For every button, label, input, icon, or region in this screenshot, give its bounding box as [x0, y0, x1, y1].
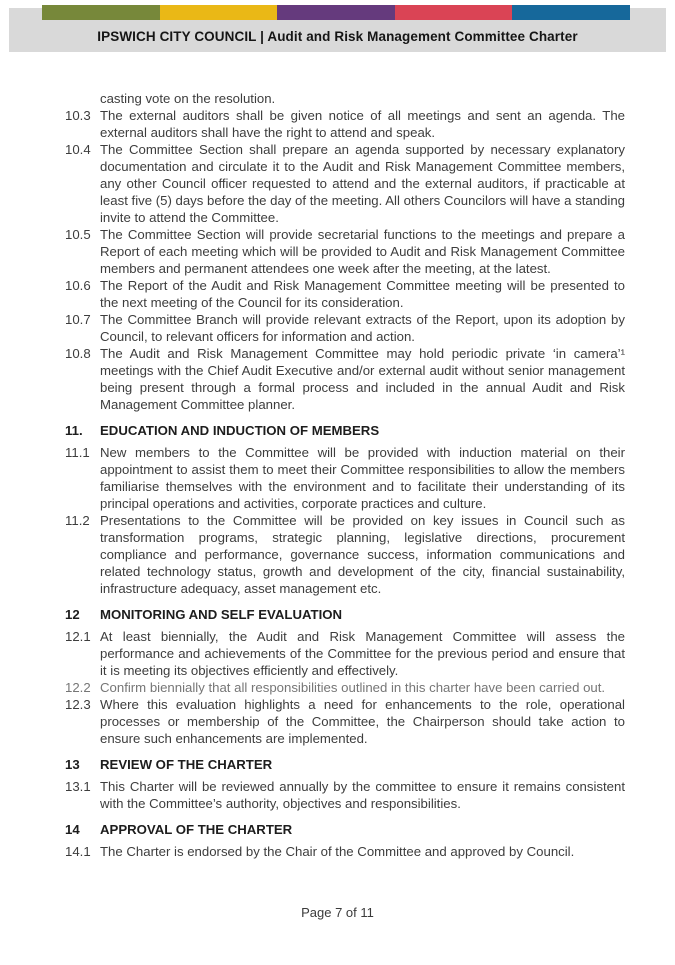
doc-item-11.2: [65, 512, 625, 597]
doc-item-13.1: [65, 778, 625, 812]
item-text: This Charter will be reviewed annually by the committee to ensure it remains consistent with the Committee’s authority, objectives and responsibilities.: [100, 779, 625, 811]
item-text: The Report of the Audit and Risk Management Committee meeting will be presented to the next meeting of the Council for its consideration.: [100, 278, 625, 310]
item-number: 10.7: [65, 312, 91, 327]
doc-heading-11: [65, 422, 625, 439]
bar-segment-3: [277, 5, 395, 20]
doc-item-12.1: [65, 628, 625, 679]
doc-item-14.1: [65, 843, 625, 860]
doc-item-10.7: [65, 311, 625, 345]
doc-item-10.5: [65, 226, 625, 277]
item-number: 10.4: [65, 142, 91, 157]
item-number: 10.5: [65, 227, 91, 242]
doc-item-11.1: [65, 444, 625, 512]
item-number: 12.1: [65, 629, 91, 644]
item-number: 12: [65, 607, 80, 622]
item-text: Confirm biennially that all responsibilities outlined in this charter have been carried out.: [100, 680, 606, 695]
item-text: The Charter is endorsed by the Chair of the Committee and approved by Council.: [100, 844, 575, 859]
item-number: 12.3: [65, 697, 91, 712]
item-number: 14.1: [65, 844, 91, 859]
item-number: 12.2: [65, 680, 91, 695]
item-number: 10.8: [65, 346, 91, 361]
item-number: [65, 90, 100, 107]
item-text: casting vote on the resolution.: [100, 91, 276, 106]
item-text: The external auditors shall be given notice of all meetings and sent an agenda. The external auditors shall have the right to attend and speak.: [100, 108, 625, 140]
item-number: 14: [65, 822, 80, 837]
header-color-bar: [42, 5, 630, 20]
heading-text: MONITORING AND SELF EVALUATION: [100, 607, 343, 622]
doc-heading-12: [65, 606, 625, 623]
item-number: 10.6: [65, 278, 91, 293]
bar-segment-2: [160, 5, 278, 20]
doc-item-12.3: [65, 696, 625, 747]
item-number: 11.: [65, 423, 83, 438]
page-number: Page 7 of 11: [301, 905, 374, 920]
item-text: Presentations to the Committee will be provided on key issues in Council such as transformation programs, strategic planning, legislative directions, procurement compliance and performance, governance success, information communications and related technology status, growth and development of the city, financial sustainability, infrastructure adequacy, asset management etc.: [100, 513, 625, 596]
doc-item-12.2: [65, 679, 625, 696]
heading-text: REVIEW OF THE CHARTER: [100, 757, 273, 772]
item-text: New members to the Committee will be provided with induction material on their appointment to assist them to meet their Committee responsibilities to allow the members familiarise themselves with the environment and to facilitate their understanding of its principal operations and activities, corporate practices and culture.: [100, 445, 625, 511]
item-number: 13.1: [65, 779, 91, 794]
page-title: IPSWICH CITY COUNCIL | Audit and Risk Management Committee Charter: [97, 29, 578, 44]
bar-segment-1: [42, 5, 160, 20]
doc-item-10.6: [65, 277, 625, 311]
item-number: 11.1: [65, 445, 90, 460]
item-text: The Committee Branch will provide relevant extracts of the Report, upon its adoption by Council, to relevant officers for information and action.: [100, 312, 625, 344]
doc-item-10.3: [65, 107, 625, 141]
doc-heading-14: [65, 821, 625, 838]
item-text: Where this evaluation highlights a need for enhancements to the role, operational processes or membership of the Committee, the Chairperson should take action to ensure such enhancements are implemented.: [100, 697, 625, 746]
doc-heading-13: [65, 756, 625, 773]
doc-item-continuation: [65, 90, 625, 107]
item-text: The Committee Section shall prepare an agenda supported by necessary explanatory documentation and circulate it to the Audit and Risk Management Committee members, any other Council officer requested to attend and the external auditors, if practicable at least five (5) days before the day of the meeting. All others Councilors will have a standing invite to attend the Committee.: [100, 142, 625, 225]
document-body: [65, 90, 625, 860]
bar-segment-5: [512, 5, 630, 20]
heading-text: APPROVAL OF THE CHARTER: [100, 822, 293, 837]
item-number: 13: [65, 757, 80, 772]
item-text: The Committee Section will provide secretarial functions to the meetings and prepare a Report of each meeting which will be provided to Audit and Risk Management Committee members and permanent attendees one week after the meeting, at the latest.: [100, 227, 625, 276]
heading-text: EDUCATION AND INDUCTION OF MEMBERS: [100, 423, 380, 438]
item-number: 10.3: [65, 108, 91, 123]
doc-item-10.8: [65, 345, 625, 413]
doc-item-10.4: [65, 141, 625, 226]
item-number: 11.2: [65, 513, 90, 528]
bar-segment-4: [395, 5, 513, 20]
item-text: The Audit and Risk Management Committee may hold periodic private ‘in camera’¹ meetings with the Chief Audit Executive and/or external audit without senior management being present through a formal process and included in the annual Audit and Risk Management Committee planner.: [100, 346, 625, 412]
item-text: At least biennially, the Audit and Risk Management Committee will assess the performance and achievements of the Committee for the previous period and ensure that it is meeting its objectives efficiently and effectively.: [100, 629, 625, 678]
